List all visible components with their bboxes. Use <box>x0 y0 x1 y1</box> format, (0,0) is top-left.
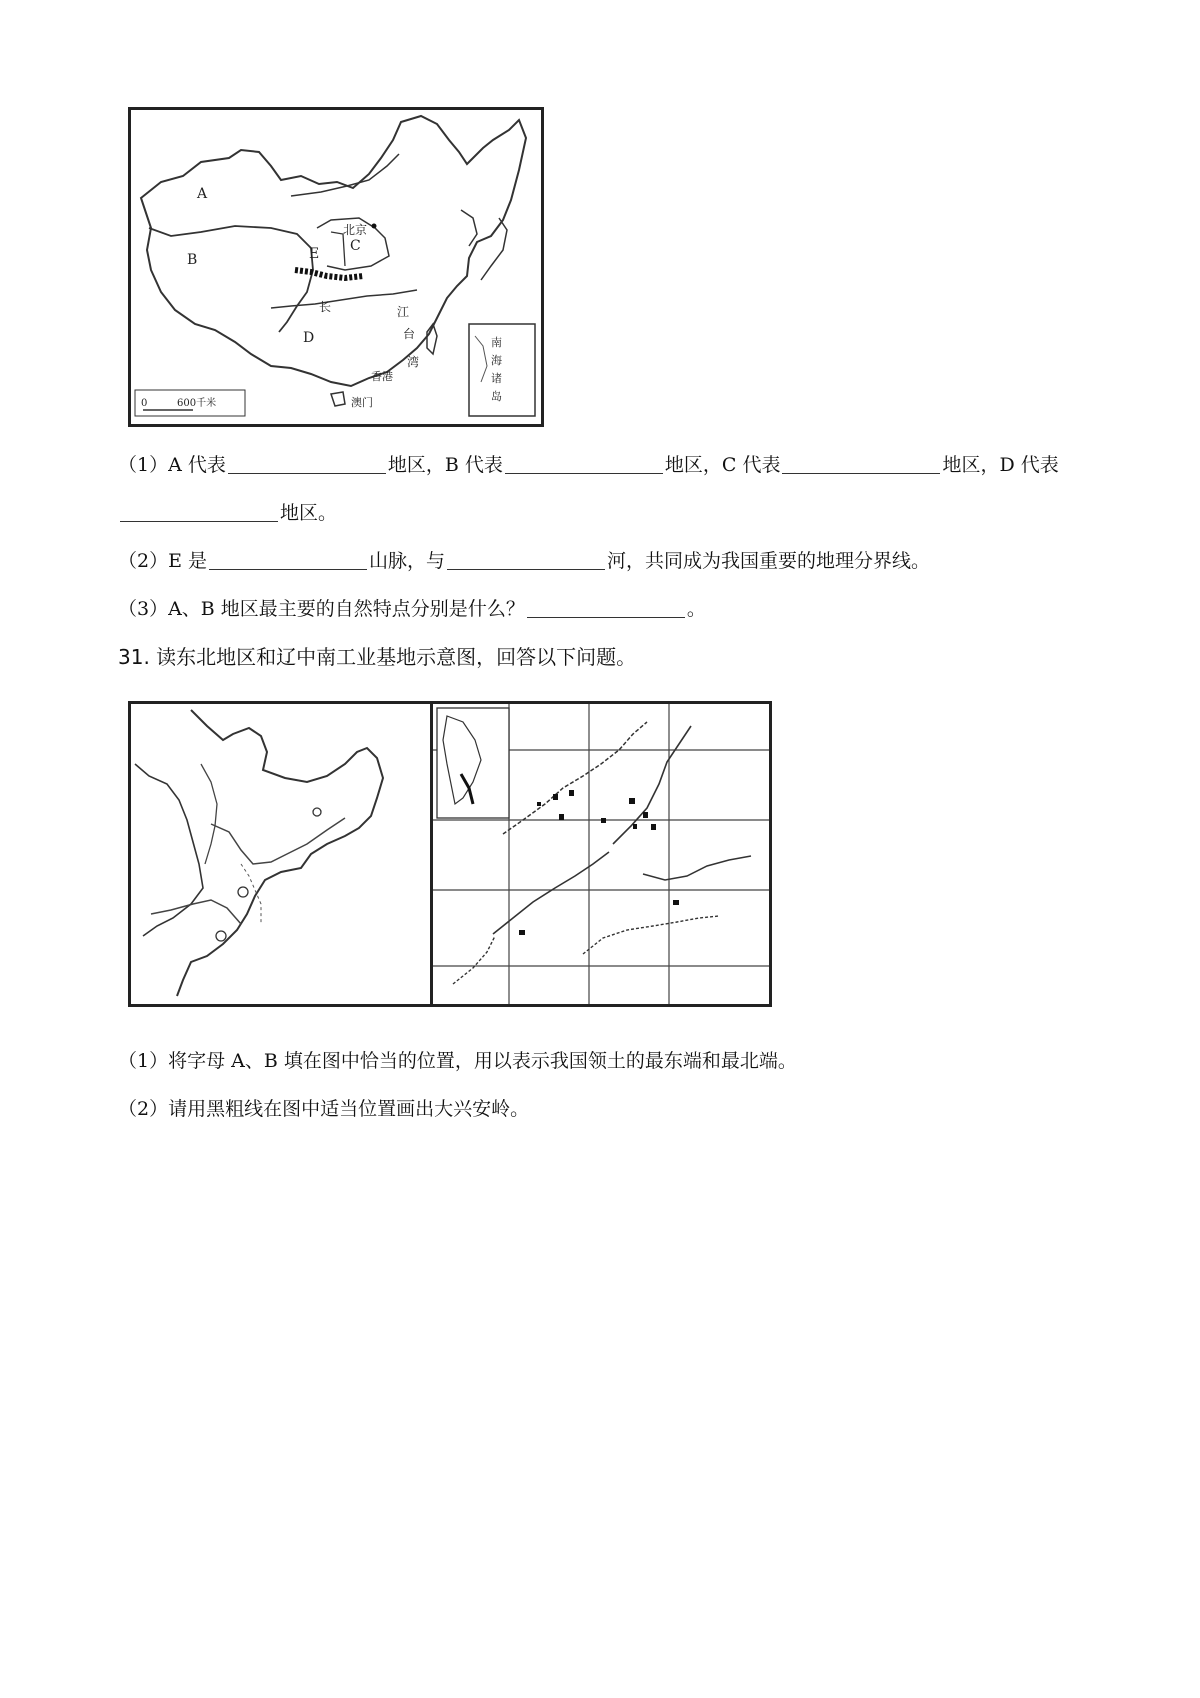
label-changjiang-1: 长 <box>319 300 332 314</box>
river-songhua <box>211 818 345 864</box>
south-sea-inset <box>469 324 535 416</box>
q30-part3 <box>118 595 706 623</box>
q30-blank-g[interactable] <box>527 597 685 618</box>
q30-part1-line1 <box>118 451 1059 479</box>
city-changchun <box>238 887 248 897</box>
northeast-region-map <box>128 701 478 1007</box>
q30-p1-text-b: 地区，B 代表 <box>387 454 503 476</box>
coastline-bohai <box>503 722 647 834</box>
label-nanhai-2: 海 <box>491 354 502 367</box>
q30-part2 <box>118 547 930 575</box>
label-xianggang: 香港 <box>371 370 393 383</box>
boundary-ab <box>149 226 313 332</box>
label-nanhai-1: 南 <box>491 336 502 349</box>
label-A: A <box>197 186 208 202</box>
city-shenyang <box>216 931 226 941</box>
china-regions-map <box>128 107 544 427</box>
label-nanhai-4: 岛 <box>491 390 502 403</box>
label-taiwan-1: 台 <box>403 327 416 341</box>
label-C: C <box>350 238 361 254</box>
q30-p2-text-c: 河，共同成为我国重要的地理分界线。 <box>607 550 931 572</box>
q30-p2-text-a: （2）E 是 <box>118 550 207 572</box>
label-B: B <box>187 252 198 268</box>
industrial-city-markers <box>519 790 679 935</box>
q30-p3-text-b: 。 <box>686 598 706 620</box>
coastline-south <box>493 852 609 934</box>
q31-number: 31. <box>118 645 150 669</box>
yangtze-river <box>271 290 417 308</box>
label-D: D <box>303 330 315 346</box>
q30-blank-e[interactable] <box>209 549 367 570</box>
q30-p2-text-b: 山脉，与 <box>369 550 446 572</box>
q31-p2-text: （2）请用黑粗线在图中适当位置画出大兴安岭。 <box>118 1098 530 1120</box>
q30-blank-d[interactable] <box>120 501 278 522</box>
northeast-region-map-svg <box>131 704 475 1004</box>
peninsula-shandong <box>583 916 719 954</box>
province-border <box>241 864 261 924</box>
q30-blank-a[interactable] <box>228 453 386 474</box>
hainan-island <box>331 392 345 406</box>
boundary-north <box>291 154 399 196</box>
q30-blank-b[interactable] <box>505 453 663 474</box>
label-taiwan-2: 湾 <box>407 355 420 369</box>
qinling-mountains <box>295 270 363 278</box>
river-liao <box>151 900 241 924</box>
label-E: E <box>309 246 320 262</box>
q30-p1-text-e: 地区。 <box>280 502 338 524</box>
liaozhongnan-map-svg <box>433 704 769 1004</box>
q31-part2 <box>118 1095 529 1123</box>
q30-p1-text-c: 地区，C 代表 <box>664 454 781 476</box>
label-nanhai-3: 诸 <box>491 372 502 385</box>
q30-p3-text-a: （3）A、B 地区最主要的自然特点分别是什么？ <box>118 598 525 620</box>
city-harbin <box>313 808 321 816</box>
q31-p1-text: （1）将字母 A、B 填在图中恰当的位置，用以表示我国领土的最东端和最北端。 <box>118 1050 797 1072</box>
scale-distance: 600千米 <box>177 398 217 409</box>
beijing-dot <box>372 224 377 229</box>
liaozhongnan-industrial-map <box>430 701 772 1007</box>
label-aomen: 澳门 <box>351 396 373 409</box>
scale-zero: 0 <box>141 398 148 409</box>
boundary-e <box>331 232 345 266</box>
q30-p1-text-d: 地区，D 代表 <box>942 454 1059 476</box>
coastline-east <box>643 856 751 880</box>
q31-title <box>118 643 636 671</box>
q31-part1 <box>118 1047 797 1075</box>
coastline-west <box>453 936 495 984</box>
q30-blank-c[interactable] <box>782 453 940 474</box>
river-nen <box>201 764 217 864</box>
q30-p1-text-a: （1）A 代表 <box>118 454 226 476</box>
q31-title-text: 读东北地区和辽中南工业基地示意图，回答以下问题。 <box>156 645 637 669</box>
label-beijing: 北京 <box>343 223 368 237</box>
china-regions-map-svg <box>131 110 541 424</box>
label-changjiang-2: 江 <box>397 305 410 319</box>
q30-blank-f[interactable] <box>447 549 605 570</box>
q30-part1-line2 <box>118 499 337 527</box>
